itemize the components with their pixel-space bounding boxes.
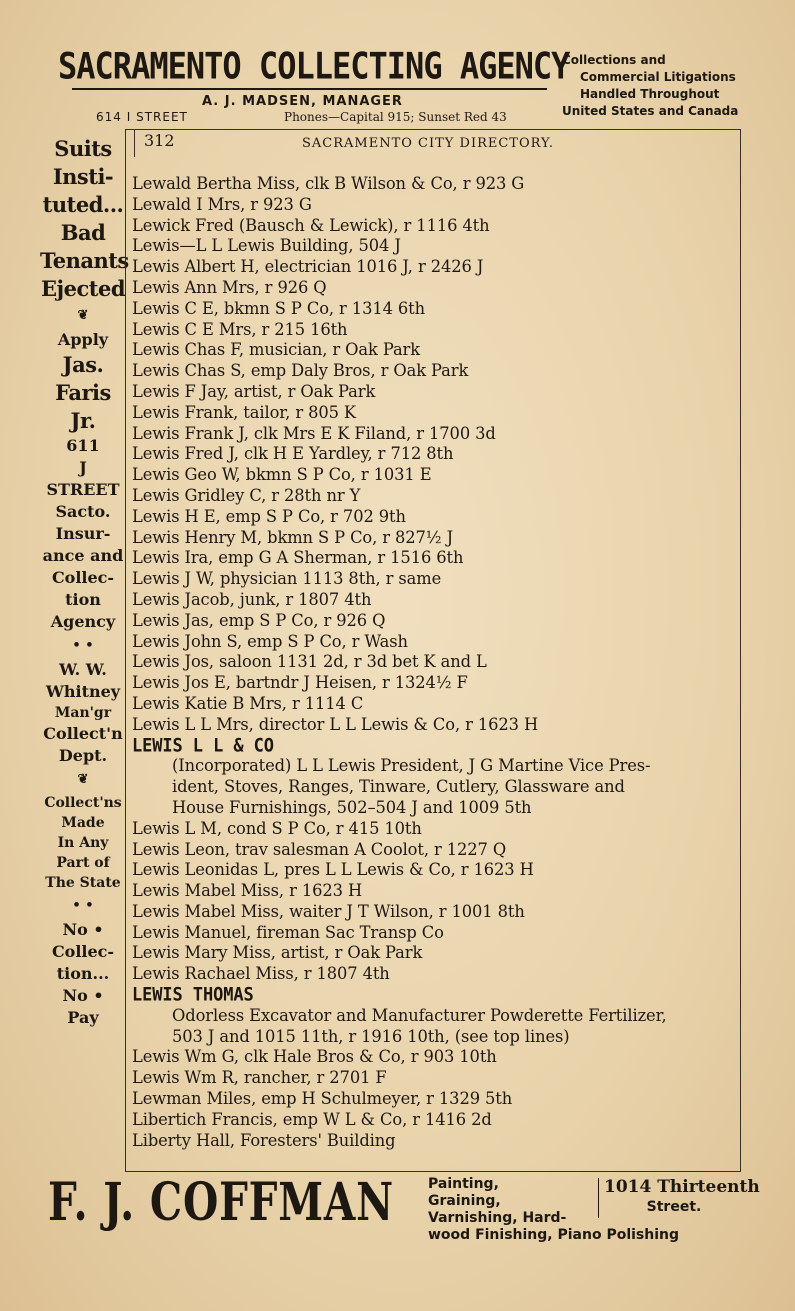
side-ad-line: Faris <box>55 380 111 405</box>
directory-entry: Lewis Wm R, rancher, r 2701 F <box>132 1068 387 1088</box>
directory-entry: Lewis Ann Mrs, r 926 Q <box>132 277 327 297</box>
directory-entry: Lewis Jos E, bartndr J Heisen, r 1324½ F <box>132 673 468 693</box>
directory-entry: Liberty Hall, Foresters' Building <box>132 1130 396 1150</box>
coffman-address-line2: Street. <box>646 1199 702 1215</box>
directory-entry: Lewis Frank, tailor, r 805 K <box>132 402 356 422</box>
directory-entry: Lewis Ira, emp G A Sherman, r 1516 6th <box>132 548 464 568</box>
ornament-icon: • • <box>72 638 94 653</box>
side-ad-line: Bad <box>60 220 106 245</box>
agency-name: SACRAMENTO COLLECTING AGENCY <box>58 44 570 88</box>
side-ad-line: Jas. <box>62 352 104 377</box>
agency-header-ad <box>52 44 752 122</box>
directory-entry: Libertich Francis, emp W L & Co, r 1416 2d <box>132 1109 492 1129</box>
agency-rule <box>72 88 547 90</box>
directory-entry: Lewis—L L Lewis Building, 504 J <box>132 236 401 256</box>
side-ad-line: No • <box>62 920 104 939</box>
directory-heading-entry: LEWIS THOMAS <box>132 984 254 1007</box>
ornament-icon: ❦ <box>77 308 89 323</box>
side-ad-line: Collec- <box>51 942 115 961</box>
side-ad-line: Man'gr <box>54 705 112 721</box>
side-ad-line: J STREET <box>46 458 120 499</box>
page-number: 312 <box>144 131 175 150</box>
agency-address: 614 I STREET <box>96 110 188 124</box>
directory-entry: Lewis C E Mrs, r 215 16th <box>132 319 348 339</box>
directory-entry: Lewald I Mrs, r 923 G <box>132 194 312 214</box>
side-ad-line: tion <box>65 590 101 609</box>
side-ad-line: 611 <box>66 436 100 455</box>
coffman-name: F. J. COFFMAN <box>48 1172 395 1233</box>
side-ad-line: In Any <box>57 835 109 851</box>
directory-entry-continuation: 503 J and 1015 11th, r 1916 10th, (see top lines) <box>172 1026 570 1046</box>
directory-entry: Lewis Wm G, clk Hale Bros & Co, r 903 10th <box>132 1047 497 1067</box>
agency-manager: A. J. MADSEN, MANAGER <box>202 94 403 109</box>
side-column-ad <box>40 135 129 1170</box>
directory-entry: Lewis Henry M, bkmn S P Co, r 827½ J <box>132 527 453 547</box>
directory-entry: Lewis J W, physician 1113 8th, r same <box>132 569 442 589</box>
coffman-service-line: Painting, <box>428 1176 499 1192</box>
directory-entry: Lewis Geo W, bkmn S P Co, r 1031 E <box>132 465 432 485</box>
directory-entry: Lewis L M, cond S P Co, r 415 10th <box>132 818 422 838</box>
directory-entry: Lewis Fred J, clk H E Yardley, r 712 8th <box>132 444 454 464</box>
side-ad-line: Sacto. <box>55 502 111 521</box>
side-ad-line: Made <box>61 815 105 831</box>
side-ad-line: Ejected <box>41 276 125 301</box>
directory-entry-continuation: Odorless Excavator and Manufacturer Powderette Fertilizer, <box>172 1005 667 1025</box>
directory-entry: Lewis Albert H, electrician 1016 J, r 2426 J <box>132 257 484 277</box>
coffman-address-line1: 1014 Thirteenth <box>604 1177 760 1197</box>
coffman-service-line: wood Finishing, Piano Polishing <box>428 1227 680 1243</box>
side-ad-line: Collect'ns <box>44 795 122 811</box>
directory-entry: Lewis Gridley C, r 28th nr Y <box>132 485 361 505</box>
side-ad-line: ance and <box>42 546 124 565</box>
directory-heading-entry: LEWIS L L & CO <box>132 734 274 757</box>
side-ad-line: Whitney <box>45 682 121 701</box>
side-ad-line: Part of <box>56 855 110 871</box>
side-ad-line: Dept. <box>58 746 108 765</box>
coffman-service-line: Varnishing, Hard- <box>428 1210 567 1226</box>
directory-entry: Lewis H E, emp S P Co, r 702 9th <box>132 506 406 526</box>
directory-entry: Lewis L L Mrs, director L L Lewis & Co, r 1623 H <box>132 714 539 734</box>
page-number-rule <box>134 129 135 157</box>
directory-entry: Lewis Jos, saloon 1131 2d, r 3d bet K and L <box>132 652 487 672</box>
directory-entry: Lewis C E, bkmn S P Co, r 1314 6th <box>132 298 426 318</box>
side-ad-line: Insti- <box>52 164 114 189</box>
side-ad-line: Apply <box>57 330 109 349</box>
coffman-service-line: Graining, <box>428 1193 501 1209</box>
coffman-divider <box>598 1178 599 1218</box>
side-ad-line: Suits <box>54 136 112 161</box>
side-ad-line: Jr. <box>70 408 96 433</box>
side-ad-line: Collec- <box>51 568 115 587</box>
agency-service-line: Collections and <box>562 53 666 67</box>
directory-entry: Lewis Mabel Miss, waiter J T Wilson, r 1001 8th <box>132 901 525 921</box>
directory-entry: Lewis Chas S, emp Daly Bros, r Oak Park <box>132 361 469 381</box>
directory-entry: Lewis Manuel, fireman Sac Transp Co <box>132 922 444 942</box>
ornament-icon: • • <box>72 898 94 913</box>
side-ad-line: Collect'n <box>43 724 123 743</box>
directory-entry: Lewis Leon, trav salesman A Coolot, r 1227 Q <box>132 839 507 859</box>
directory-entry: Lewis Leonidas L, pres L L Lewis & Co, r 1623 H <box>132 860 534 880</box>
directory-entry: Lewis Jas, emp S P Co, r 926 Q <box>132 610 386 630</box>
directory-entry-continuation: ident, Stoves, Ranges, Tinware, Cutlery, Glassware and <box>172 777 625 797</box>
directory-entry: Lewis Frank J, clk Mrs E K Filand, r 1700 3d <box>132 423 496 443</box>
side-ad-line: W. W. <box>59 660 107 679</box>
coffman-footer-ad <box>48 1172 760 1252</box>
agency-service-line: United States and Canada <box>562 104 739 118</box>
directory-entry: Lewis Mary Miss, artist, r Oak Park <box>132 943 423 963</box>
side-ad-line: Pay <box>67 1008 99 1027</box>
side-ad-line: tion... <box>56 964 110 983</box>
directory-entry: Lewis Katie B Mrs, r 1114 C <box>132 693 364 713</box>
side-ad-line: tuted... <box>42 192 124 217</box>
ornament-icon: ❦ <box>77 772 89 787</box>
directory-entry-continuation: House Furnishings, 502–504 J and 1009 5th <box>172 797 532 817</box>
side-ad-line: Insur- <box>55 524 111 543</box>
directory-entry: Lewis Rachael Miss, r 1807 4th <box>132 964 390 984</box>
agency-service-line: Commercial Litigations <box>580 70 736 84</box>
directory-entry: Lewald Bertha Miss, clk B Wilson & Co, r 923 G <box>132 174 525 193</box>
side-ad-line: Tenants <box>40 248 129 273</box>
directory-entry: Lewis F Jay, artist, r Oak Park <box>132 381 376 401</box>
coffman-address <box>604 1176 760 1216</box>
agency-services <box>560 52 760 120</box>
directory-entry: Lewick Fred (Bausch & Lewick), r 1116 4th <box>132 215 490 235</box>
agency-phones: Phones—Capital 915; Sunset Red 43 <box>284 110 507 124</box>
directory-entry: Lewis John S, emp S P Co, r Wash <box>132 631 408 651</box>
directory-entry: Lewman Miles, emp H Schulmeyer, r 1329 5th <box>132 1089 513 1109</box>
side-ad-line: Agency <box>50 612 116 631</box>
directory-entry: Lewis Mabel Miss, r 1623 H <box>132 881 363 901</box>
directory-entry-continuation: (Incorporated) L L Lewis President, J G Martine Vice Pres- <box>172 756 651 776</box>
agency-service-line: Handled Throughout <box>580 87 720 101</box>
side-ad-line: No • <box>62 986 104 1005</box>
directory-entries <box>132 174 740 1151</box>
directory-entry: Lewis Jacob, junk, r 1807 4th <box>132 589 372 609</box>
side-ad-line: The State <box>45 875 121 891</box>
directory-title: SACRAMENTO CITY DIRECTORY. <box>302 136 555 151</box>
directory-entry: Lewis Chas F, musician, r Oak Park <box>132 340 420 360</box>
